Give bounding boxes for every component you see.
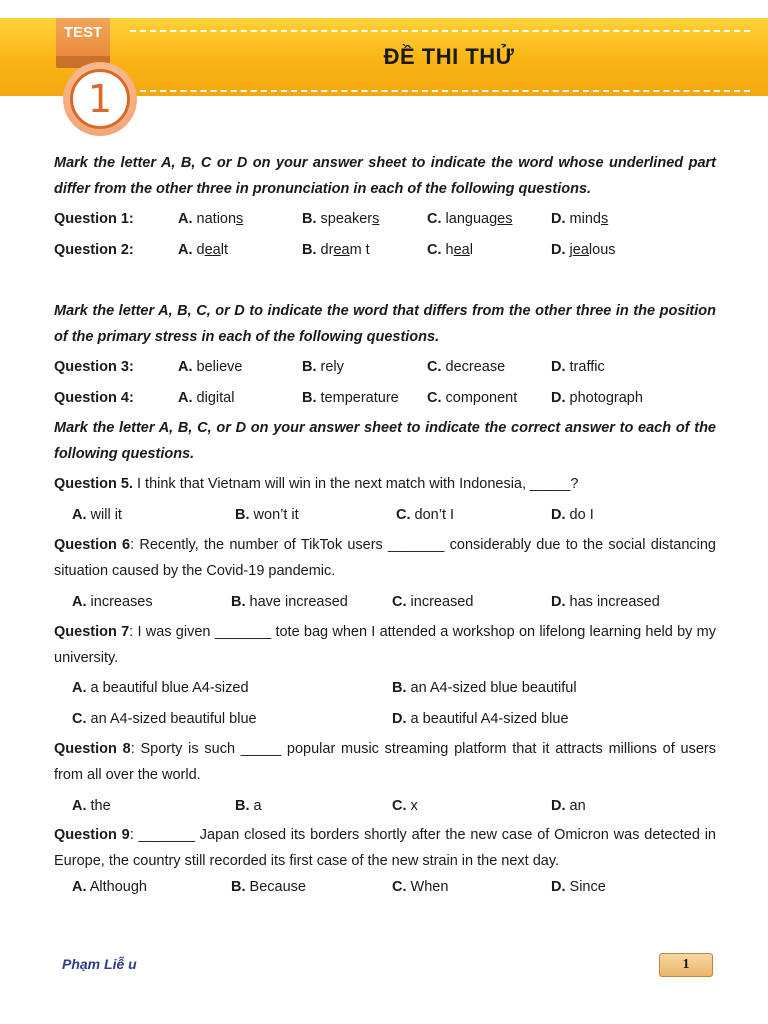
q9-option-b: B. Because: [231, 879, 306, 895]
question-6-text: Question 6: Recently, the number of TikTok users _______ considerably due to the social distancing situation caused by the Covid-19 pandemic.: [54, 537, 716, 579]
test-number: 1: [87, 77, 113, 121]
q8-option-b: B. a: [235, 798, 262, 814]
question-9-options: [54, 874, 716, 900]
q6-option-d: D. has increased: [551, 594, 660, 610]
page-title: ĐỀ THI THỬ: [383, 44, 515, 69]
question-2-label: Question 2:: [54, 242, 134, 258]
test-tab-label: TEST: [63, 24, 103, 41]
question-4-label: Question 4: [54, 390, 129, 406]
q6-option-b: B. have increased: [231, 594, 348, 610]
q7-option-d: D. a beautiful A4-sized blue: [392, 711, 569, 727]
q7-option-b: B. an A4-sized blue beautiful: [392, 680, 577, 696]
question-8-options: [54, 793, 716, 819]
question-9-text: Question 9: _______ Japan closed its borders shortly after the new case of Omicron was detected in Europe, the country still recorded its first case of the new strain in the next day.: [54, 827, 716, 869]
q8-option-c: C. x: [392, 798, 418, 814]
q4-option-c: C. component: [427, 390, 518, 406]
q8-option-d: D. an: [551, 798, 586, 814]
q1-option-b: B. speakers: [302, 211, 380, 227]
question-7-label: Question 7: [54, 624, 130, 640]
page-number: 1: [659, 953, 713, 977]
author-name: Phạm Liễ u: [62, 956, 137, 972]
stress-instruction: Mark the letter A, B, C, or D to indicate the word that differs from the other three in the position of the primary stress in each of the following questions.: [54, 303, 716, 345]
banner-dashed-line-bottom: [130, 90, 750, 92]
question-2-row: [54, 237, 716, 263]
q1-option-a: A. nations: [178, 211, 244, 227]
q5-option-b: B. won’t it: [235, 507, 299, 523]
question-7-options-cd: [54, 706, 716, 732]
q5-option-a: A. will it: [72, 507, 122, 523]
question-9-label: Question 9: [54, 827, 130, 843]
q9-option-a: A. Although: [72, 879, 147, 895]
question-8-text: Question 8: Sporty is such _____ popular music streaming platform that it attracts millions of users from all over the world.: [54, 741, 717, 783]
test-number-badge: [70, 69, 130, 129]
q6-option-c: C. increased: [392, 594, 474, 610]
question-8-label: Question 8: [54, 741, 131, 757]
q4-option-d: D. photograph: [551, 390, 643, 406]
q2-option-a: A. dealt: [178, 242, 228, 258]
q6-option-a: A. increases: [72, 594, 153, 610]
question-6-label: Question 6: [54, 537, 131, 553]
question-5-options: [54, 502, 716, 528]
q4-option-a: A. digital: [178, 390, 235, 406]
q1-option-c: C. languages: [427, 211, 513, 227]
q8-option-a: A. the: [72, 798, 111, 814]
q5-option-d: D. do I: [551, 507, 594, 523]
q5-option-c: C. don’t I: [396, 507, 455, 523]
question-6-options: [54, 589, 716, 615]
q3-option-b: B. rely: [302, 359, 344, 375]
question-3-label: Question 3: [54, 359, 129, 375]
question-5-label: Question 5.: [54, 476, 133, 492]
q2-option-c: C. heal: [427, 242, 473, 258]
q9-option-d: D. Since: [551, 879, 606, 895]
test-tab: [56, 18, 110, 58]
banner-dashed-line-top: [130, 30, 750, 32]
q4-option-b: B. temperature: [302, 390, 399, 406]
correct-answer-instruction: Mark the letter A, B, C, or D on your answer sheet to indicate the correct answer to each of the following questions.: [54, 420, 716, 462]
question-7-options-ab: [54, 675, 716, 701]
q3-option-d: D. traffic: [551, 359, 605, 375]
q2-option-d: D. jealous: [551, 242, 616, 258]
q7-option-a: A. a beautiful blue A4-sized: [72, 680, 249, 696]
question-1-row: [54, 206, 716, 232]
question-3-row: Question 3: A. believe B. rely C. decrease D. traffic: [54, 354, 716, 380]
question-4-row: Question 4: A. digital B. temperature C. component D. photograph: [54, 385, 716, 411]
question-1-label: Question 1:: [54, 211, 134, 227]
q1-option-d: D. minds: [551, 211, 609, 227]
q7-option-c: C. an A4-sized beautiful blue: [72, 711, 257, 727]
question-7-text: Question 7: I was given _______ tote bag when I attended a workshop on lifelong learning held by my university.: [54, 624, 716, 666]
q3-option-a: A. believe: [178, 359, 243, 375]
q2-option-b: B. dream t: [302, 242, 370, 258]
question-5-text: Question 5. I think that Vietnam will win in the next match with Indonesia, _____?: [54, 476, 579, 492]
q9-option-c: C. When: [392, 879, 449, 895]
pronunciation-instruction: Mark the letter A, B, C or D on your answer sheet to indicate the word whose underlined part differ from the other three in pronunciation in each of the following questions.: [54, 155, 716, 197]
q3-option-c: C. decrease: [427, 359, 506, 375]
